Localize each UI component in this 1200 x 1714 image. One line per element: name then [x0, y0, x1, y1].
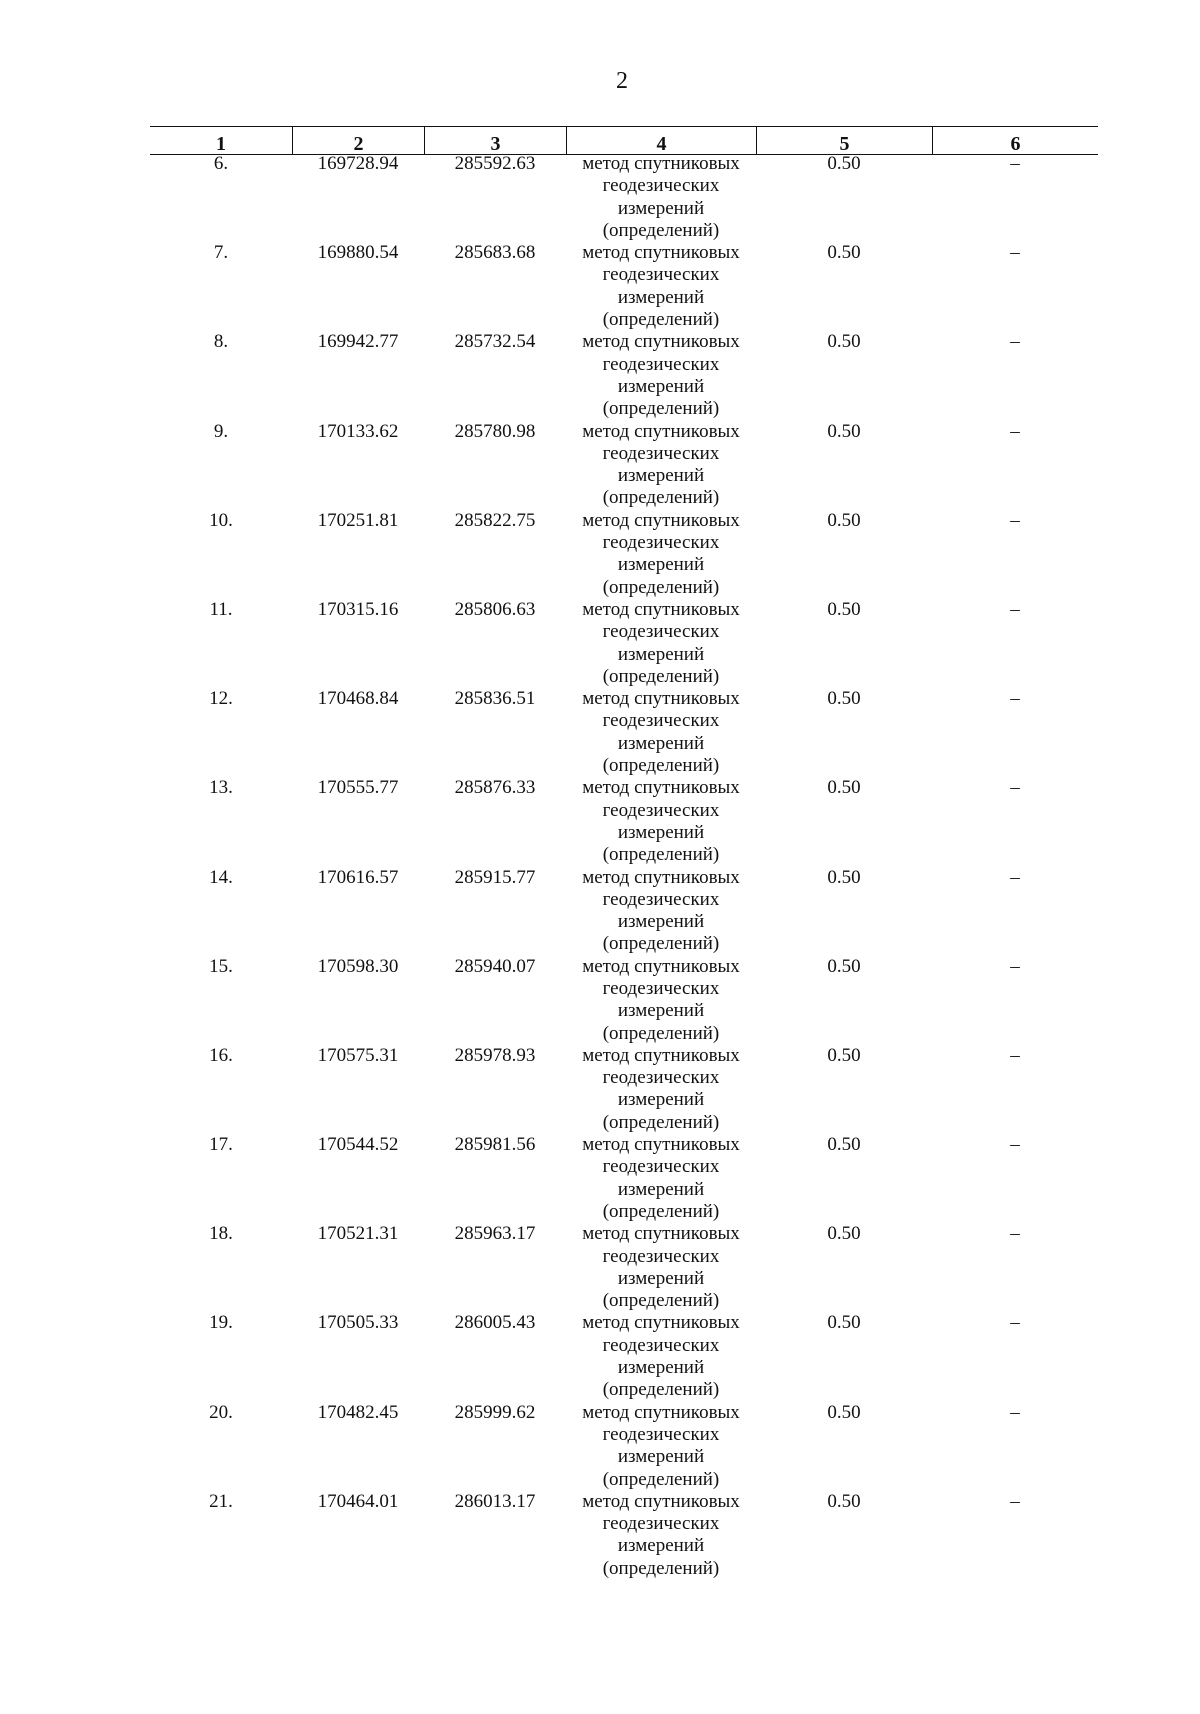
header-col-4: 4: [566, 127, 756, 154]
description-value: –: [1010, 777, 1020, 799]
method-line: геодезических: [602, 442, 720, 464]
method-line: измерений: [617, 197, 705, 219]
table-row: [150, 420, 1098, 512]
coordinate-x: 170505.33: [317, 1312, 399, 1334]
description-value: –: [1010, 1134, 1020, 1156]
coordinate-x: 169728.94: [317, 153, 399, 174]
point-number: 21.: [209, 1490, 233, 1512]
coordinate-y: 285732.54: [454, 331, 536, 353]
accuracy-value: 0.50: [827, 420, 861, 442]
method-line: геодезических: [602, 353, 720, 375]
description-value: –: [1010, 1312, 1020, 1334]
determination-method: [566, 510, 756, 599]
table-row: [150, 866, 1098, 958]
determination-method: [566, 599, 756, 688]
method-line: измерений: [617, 1089, 705, 1111]
method-line: метод спутниковых: [582, 509, 740, 531]
point-number: 17.: [209, 1134, 233, 1156]
determination-method: [566, 1402, 756, 1491]
method-line: геодезических: [602, 1423, 720, 1445]
coordinate-y: 285822.75: [454, 509, 536, 531]
method-line: измерений: [617, 554, 705, 576]
determination-method: [566, 1045, 756, 1134]
coordinate-x: 170464.01: [317, 1490, 399, 1512]
method-line: геодезических: [602, 1334, 720, 1356]
coordinate-y: 285999.62: [454, 1401, 536, 1423]
determination-method: [566, 777, 756, 866]
header-col-6: 6: [932, 127, 1098, 154]
method-line: геодезических: [602, 888, 720, 910]
method-line: геодезических: [602, 264, 720, 286]
method-line: метод спутниковых: [582, 955, 740, 977]
point-number: 8.: [213, 331, 229, 353]
determination-method: [566, 1491, 756, 1580]
method-line: метод спутниковых: [582, 1401, 740, 1423]
method-line: метод спутниковых: [582, 1312, 740, 1334]
method-line: (определений): [602, 1200, 720, 1222]
method-line: метод спутниковых: [582, 1223, 740, 1245]
coordinate-y: 285836.51: [454, 688, 536, 710]
accuracy-value: 0.50: [827, 242, 861, 264]
coordinate-y: 285780.98: [454, 420, 536, 442]
method-line: геодезических: [602, 977, 720, 999]
table-row: [150, 1136, 1098, 1225]
table-row: [150, 690, 1098, 779]
method-line: (определений): [602, 398, 720, 420]
header-col-2: 2: [292, 127, 424, 154]
method-line: геодезических: [602, 1067, 720, 1089]
coordinate-x: 170315.16: [317, 598, 399, 620]
method-line: (определений): [602, 1022, 720, 1044]
point-number: 7.: [213, 242, 229, 264]
method-line: измерений: [617, 1535, 705, 1557]
coordinate-x: 170251.81: [317, 509, 399, 531]
description-value: –: [1010, 153, 1020, 174]
description-value: –: [1010, 598, 1020, 620]
method-line: геодезических: [602, 1156, 720, 1178]
table-row: [150, 1044, 1098, 1136]
accuracy-value: 0.50: [827, 866, 861, 888]
accuracy-value: 0.50: [827, 1223, 861, 1245]
point-number: 12.: [209, 688, 233, 710]
header-col-3: 3: [424, 127, 566, 154]
accuracy-value: 0.50: [827, 1312, 861, 1334]
coordinate-y: 285806.63: [454, 598, 536, 620]
point-number: 18.: [209, 1223, 233, 1245]
determination-method: [566, 1312, 756, 1401]
coordinate-x: 170616.57: [317, 866, 399, 888]
point-number: 14.: [209, 866, 233, 888]
method-line: измерений: [617, 911, 705, 933]
table-row: [150, 244, 1098, 333]
point-number: 9.: [213, 420, 229, 442]
description-value: –: [1010, 331, 1020, 353]
method-line: (определений): [602, 665, 720, 687]
method-line: измерений: [617, 465, 705, 487]
table-header-row: [150, 126, 1098, 155]
determination-method: [566, 242, 756, 331]
method-line: геодезических: [602, 1513, 720, 1535]
method-line: измерений: [617, 732, 705, 754]
table-row: [150, 1225, 1098, 1314]
description-value: –: [1010, 955, 1020, 977]
point-number: 19.: [209, 1312, 233, 1334]
method-line: метод спутниковых: [582, 866, 740, 888]
description-value: –: [1010, 1490, 1020, 1512]
method-line: метод спутниковых: [582, 777, 740, 799]
point-number: 16.: [209, 1044, 233, 1066]
method-line: измерений: [617, 643, 705, 665]
method-line: измерений: [617, 1357, 705, 1379]
point-number: 20.: [209, 1401, 233, 1423]
accuracy-value: 0.50: [827, 509, 861, 531]
coordinate-y: 285683.68: [454, 242, 536, 264]
description-value: –: [1010, 1223, 1020, 1245]
coordinate-y: 285592.63: [454, 153, 536, 174]
coordinate-x: 169880.54: [317, 242, 399, 264]
coordinate-x: 170482.45: [317, 1401, 399, 1423]
method-line: метод спутниковых: [582, 153, 740, 174]
method-line: метод спутниковых: [582, 688, 740, 710]
method-line: измерений: [617, 1000, 705, 1022]
method-line: метод спутниковых: [582, 331, 740, 353]
method-line: (определений): [602, 309, 720, 331]
table-row: [150, 1314, 1098, 1403]
method-line: (определений): [602, 844, 720, 866]
table-row: [150, 598, 1098, 690]
accuracy-value: 0.50: [827, 1044, 861, 1066]
coordinate-y: 285940.07: [454, 955, 536, 977]
description-value: –: [1010, 509, 1020, 531]
coordinate-x: 170598.30: [317, 955, 399, 977]
method-line: измерений: [617, 1446, 705, 1468]
determination-method: [566, 956, 756, 1045]
method-line: (определений): [602, 1468, 720, 1490]
table-row: [150, 1401, 1098, 1493]
point-number: 6.: [213, 153, 229, 174]
accuracy-value: 0.50: [827, 777, 861, 799]
determination-method: [566, 153, 756, 242]
coordinate-x: 170555.77: [317, 777, 399, 799]
coordinate-x: 170133.62: [317, 420, 399, 442]
table-row: [150, 779, 1098, 868]
method-line: (определений): [602, 576, 720, 598]
header-col-1: 1: [216, 133, 226, 155]
method-line: метод спутниковых: [582, 1134, 740, 1156]
description-value: –: [1010, 866, 1020, 888]
method-line: (определений): [602, 755, 720, 777]
table-row: [150, 955, 1098, 1047]
method-line: (определений): [602, 219, 720, 241]
accuracy-value: 0.50: [827, 955, 861, 977]
method-line: (определений): [602, 933, 720, 955]
accuracy-value: 0.50: [827, 1401, 861, 1423]
description-value: –: [1010, 242, 1020, 264]
method-line: измерений: [617, 821, 705, 843]
method-line: измерений: [617, 286, 705, 308]
method-line: метод спутниковых: [582, 242, 740, 264]
coordinate-x: 170521.31: [317, 1223, 399, 1245]
method-line: метод спутниковых: [582, 598, 740, 620]
determination-method: [566, 1223, 756, 1312]
description-value: –: [1010, 1401, 1020, 1423]
coordinate-y: 285981.56: [454, 1134, 536, 1156]
table-row: [150, 1490, 1098, 1582]
table-row: [150, 509, 1098, 601]
point-number: 13.: [209, 777, 233, 799]
coordinate-x: 169942.77: [317, 331, 399, 353]
point-number: 11.: [209, 598, 233, 620]
method-line: метод спутниковых: [582, 1044, 740, 1066]
method-line: (определений): [602, 1111, 720, 1133]
description-value: –: [1010, 1044, 1020, 1066]
coordinate-y: 285876.33: [454, 777, 536, 799]
method-line: (определений): [602, 1557, 720, 1579]
accuracy-value: 0.50: [827, 1134, 861, 1156]
method-line: геодезических: [602, 710, 720, 732]
method-line: метод спутниковых: [582, 420, 740, 442]
method-line: (определений): [602, 487, 720, 509]
page-number: 2: [616, 68, 628, 94]
accuracy-value: 0.50: [827, 331, 861, 353]
accuracy-value: 0.50: [827, 598, 861, 620]
method-line: измерений: [617, 375, 705, 397]
method-line: геодезических: [602, 532, 720, 554]
method-line: измерений: [617, 1178, 705, 1200]
table-row: [150, 333, 1098, 422]
method-line: геодезических: [602, 799, 720, 821]
table-body: [150, 155, 1098, 1582]
determination-method: [566, 867, 756, 956]
point-number: 10.: [209, 509, 233, 531]
accuracy-value: 0.50: [827, 688, 861, 710]
coordinate-x: 170468.84: [317, 688, 399, 710]
determination-method: [566, 421, 756, 510]
description-value: –: [1010, 688, 1020, 710]
method-line: (определений): [602, 1290, 720, 1312]
coordinate-y: 285963.17: [454, 1223, 536, 1245]
coordinate-y: 286005.43: [454, 1312, 536, 1334]
coordinate-x: 170544.52: [317, 1134, 399, 1156]
method-line: геодезических: [602, 1245, 720, 1267]
determination-method: [566, 1134, 756, 1223]
point-number: 15.: [209, 955, 233, 977]
method-line: геодезических: [602, 175, 720, 197]
header-col-5: 5: [756, 127, 932, 154]
description-value: –: [1010, 420, 1020, 442]
determination-method: [566, 688, 756, 777]
table-row: [150, 155, 1098, 244]
accuracy-value: 0.50: [827, 153, 861, 174]
coordinate-y: 285915.77: [454, 866, 536, 888]
method-line: геодезических: [602, 621, 720, 643]
coordinate-y: 286013.17: [454, 1490, 536, 1512]
accuracy-value: 0.50: [827, 1490, 861, 1512]
method-line: (определений): [602, 1379, 720, 1401]
coordinates-table: [150, 126, 1098, 1582]
method-line: метод спутниковых: [582, 1490, 740, 1512]
coordinate-x: 170575.31: [317, 1044, 399, 1066]
coordinate-y: 285978.93: [454, 1044, 536, 1066]
method-line: измерений: [617, 1267, 705, 1289]
determination-method: [566, 331, 756, 420]
